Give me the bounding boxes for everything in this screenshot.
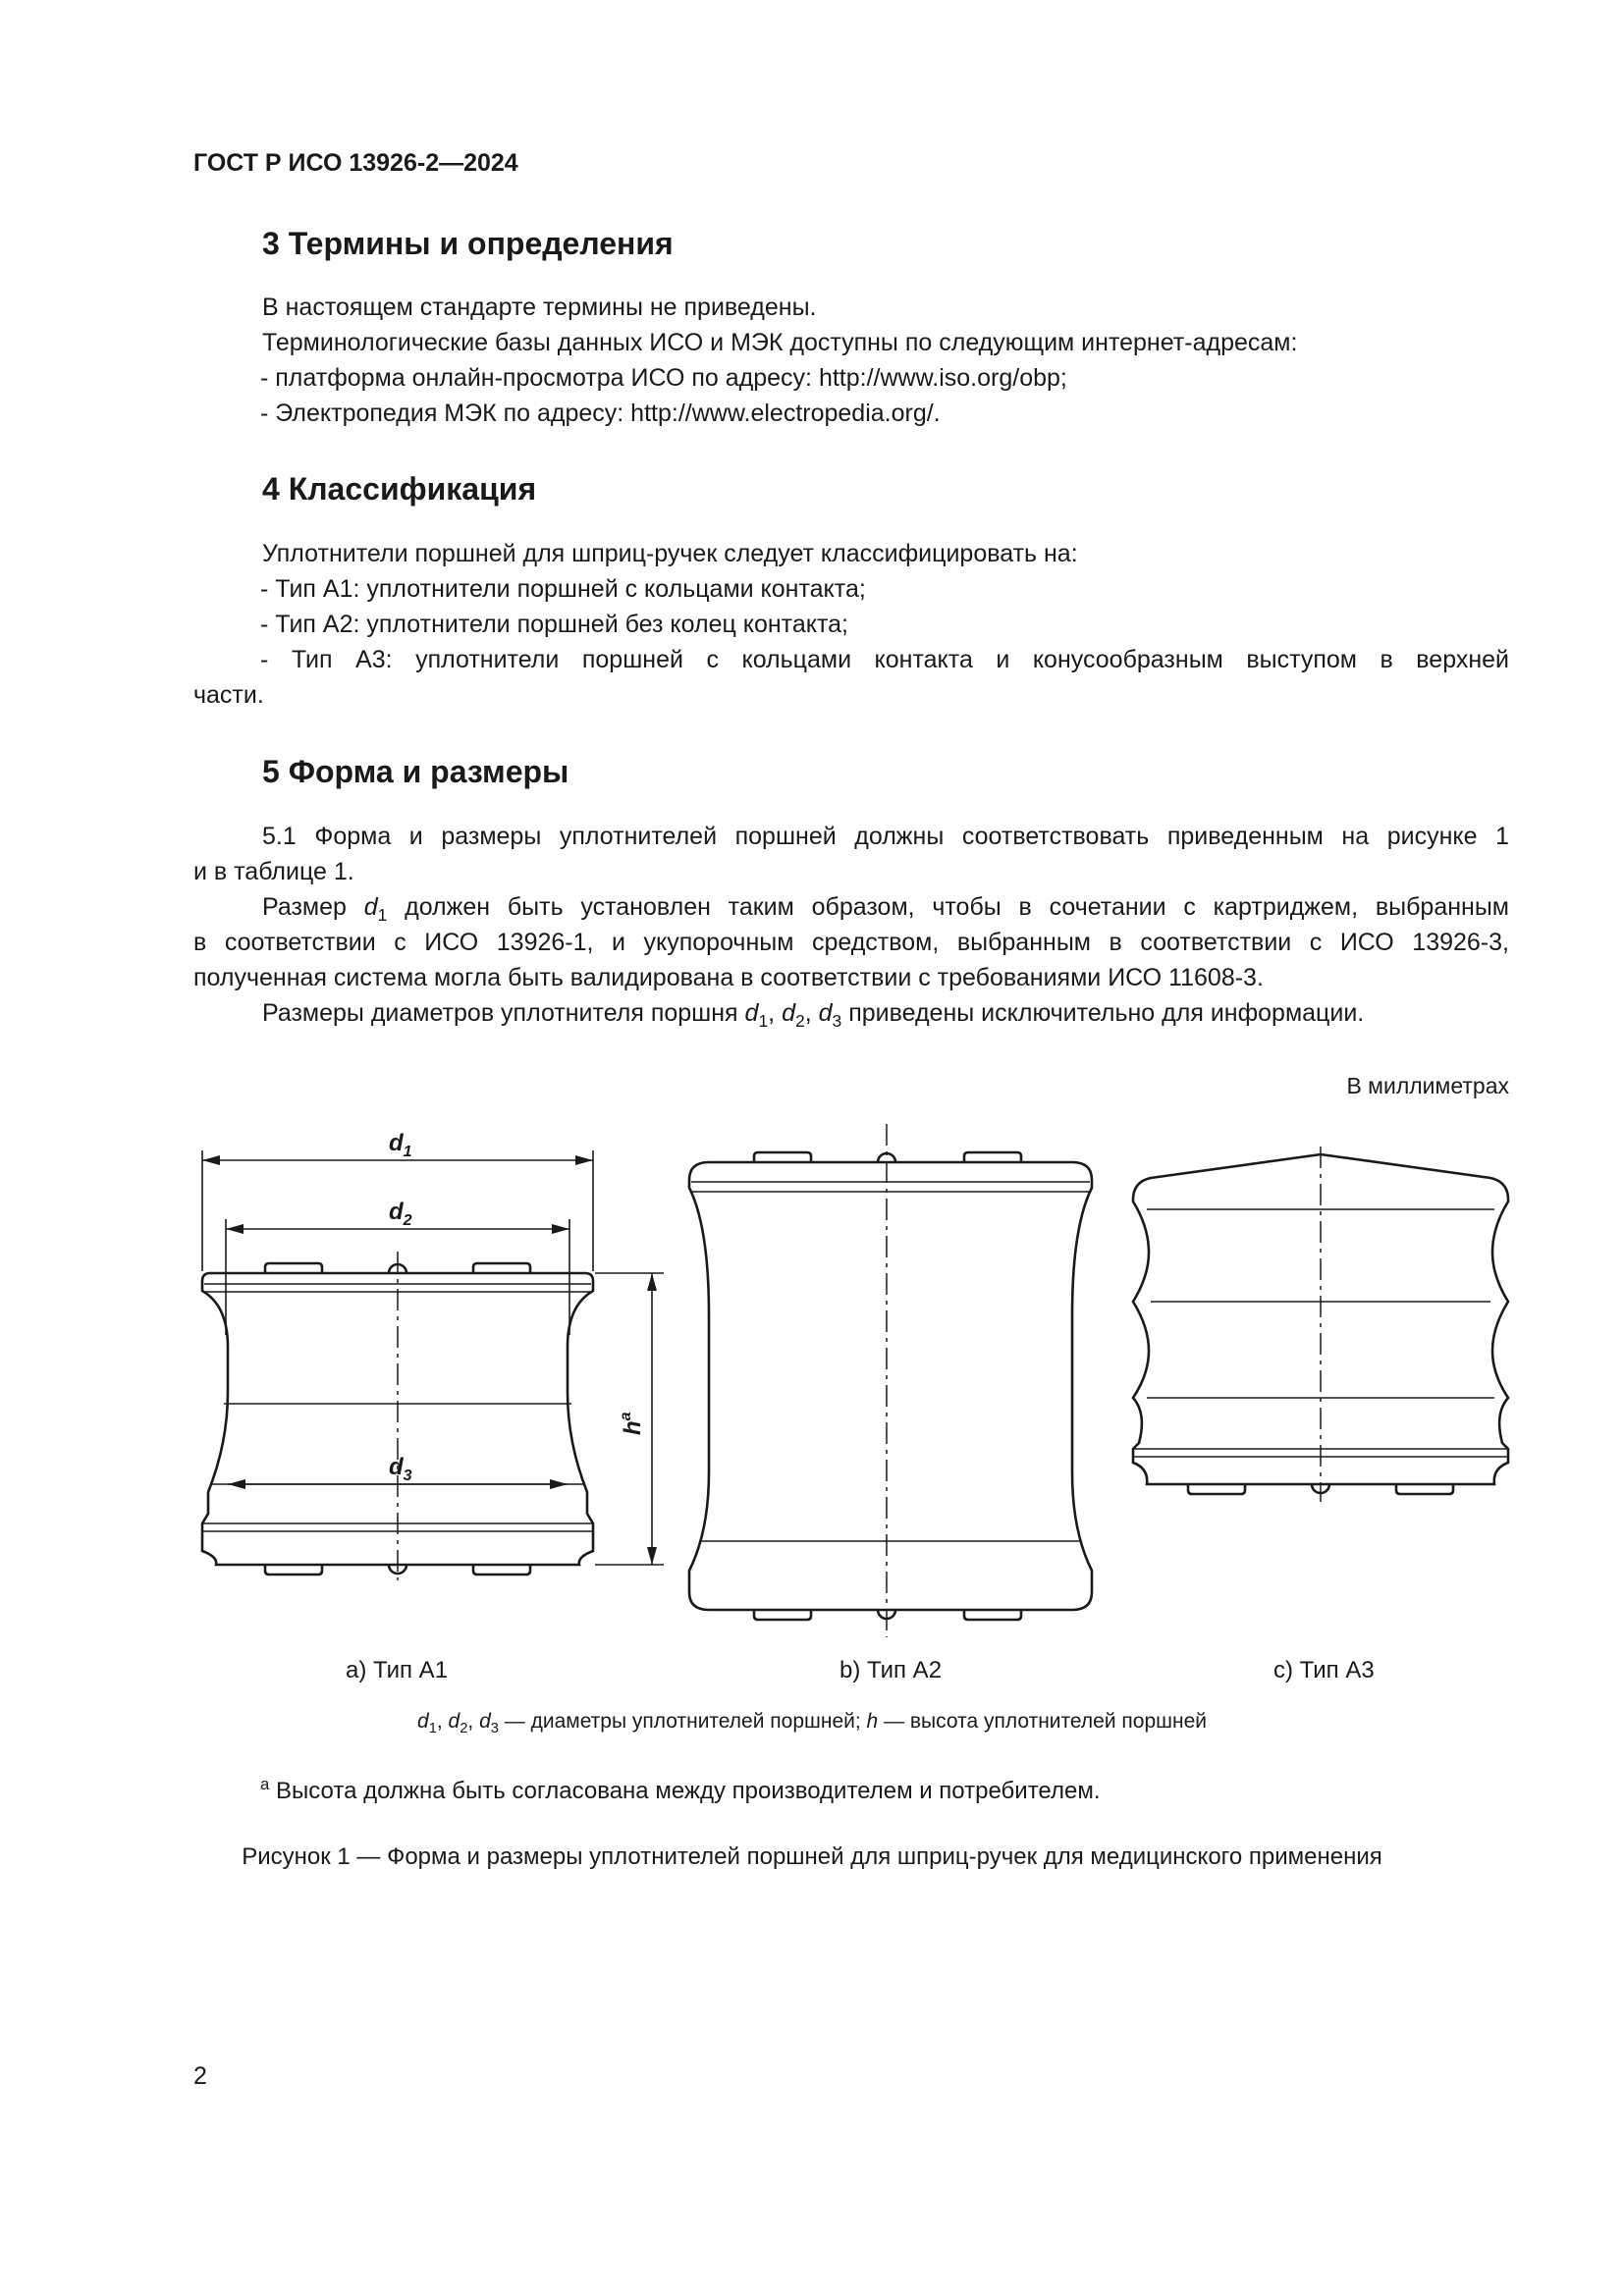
section-5-para-3: Размеры диаметров уплотнителя поршня $d_1$, $d_2$, $d_3$ приведены исключительно для информации.: [262, 999, 1365, 1032]
section-5-para-2-line-3: полученная система могла быть валидирована в соответствии с требованиями ИСО 11608-3.: [193, 964, 1264, 991]
caption-type-a3: c) Тип A3: [1273, 1657, 1375, 1683]
document-code: ГОСТ Р ИСО 13926-2—2024: [193, 149, 518, 177]
section-3-list-item-2: - Электропедия МЭК по адресу: http://www.electropedia.org/.: [260, 400, 941, 427]
section-4-list-item-2: - Тип A2: уплотнители поршней без колец контакта;: [260, 611, 848, 638]
a1-h-arrow-top: [647, 1273, 657, 1291]
a1-h-label: $h^a$: [618, 1412, 646, 1435]
page-number: 2: [193, 2062, 207, 2090]
a1-d1-arrow-right: [575, 1155, 593, 1165]
section-3-heading: 3 Термины и определения: [262, 226, 674, 261]
a3-bottom-bump-right: [1396, 1484, 1453, 1494]
a1-top-bump-right: [473, 1263, 530, 1273]
section-3-para-1: В настоящем стандарте термины не приведены.: [262, 294, 817, 321]
a1-top-bump-left: [265, 1263, 322, 1273]
a1-bottom-bump-right: [473, 1565, 530, 1575]
section-5-para-1-cont: и в таблице 1.: [193, 858, 354, 885]
a2-bottom-bump-right: [964, 1610, 1021, 1620]
section-5-para-2-line-2: в соответствии с ИСО 13926-1, и укупорочным средством, выбранным в соответствии с ИСО 13926-3,: [193, 929, 1509, 956]
section-4-list-item-1: - Тип A1: уплотнители поршней с кольцами контакта;: [260, 575, 866, 603]
a1-d3-arrow-left: [228, 1479, 245, 1489]
a3-bottom-bump-left: [1188, 1484, 1245, 1494]
section-3-para-2: Терминологические базы данных ИСО и МЭК доступны по следующим интернет-адресам:: [262, 329, 1298, 356]
section-5-para-1: 5.1 Форма и размеры уплотнителей поршней должны соответствовать приведенным на рисунке 1: [262, 823, 1509, 850]
a1-h-arrow-bottom: [647, 1547, 657, 1565]
figure-legend: $d_1$, $d_2$, $d_3$ — диаметры уплотнителей поршней; h — высота уплотнителей поршней: [417, 1710, 1207, 1737]
a1-d2-arrow-left: [226, 1224, 244, 1234]
a2-body-outline: [689, 1162, 1092, 1610]
section-4-list-item-3: - Тип A3: уплотнители поршней с кольцами контакта и конусообразным выступом в верхней: [260, 646, 1509, 673]
section-4-list-item-3-cont: части.: [193, 681, 264, 709]
figure-footnote: $^a$ Высота должна быть согласована между производителем и потребителем.: [260, 1775, 1101, 1804]
figure-title: Рисунок 1 — Форма и размеры уплотнителей поршней для шприц-ручек для медицинского применения: [242, 1843, 1382, 1870]
a1-bottom-bump-left: [265, 1565, 322, 1575]
units-note: В миллиметрах: [1346, 1073, 1509, 1098]
section-4-heading: 4 Классификация: [262, 471, 537, 507]
plunger-type-a1: [202, 1130, 664, 1580]
a2-top-bump-right: [964, 1152, 1021, 1162]
a1-d1-label: $d_1$: [389, 1130, 412, 1160]
a2-bottom-bump-left: [754, 1610, 811, 1620]
plunger-type-a3: [1133, 1147, 1508, 1502]
a2-top-bump-left: [754, 1152, 811, 1162]
plunger-type-a2: [689, 1124, 1092, 1637]
caption-type-a2: b) Тип A2: [839, 1657, 943, 1683]
section-3-list-item-1: - платформа онлайн-просмотра ИСО по адресу: http://www.iso.org/obp;: [260, 364, 1067, 392]
a1-d2-arrow-right: [552, 1224, 569, 1234]
section-5-para-2: Размер $d_1$ должен быть установлен таким образом, чтобы в сочетании с картриджем, выбранным: [262, 893, 1509, 926]
section-4-para-1: Уплотнители поршней для шприц-ручек следует классифицировать на:: [262, 540, 1078, 567]
a1-d2-label: $d_2$: [389, 1199, 412, 1229]
caption-type-a1: a) Тип A1: [346, 1657, 449, 1683]
a1-d3-label: $d_3$: [389, 1454, 412, 1484]
section-5-heading: 5 Форма и размеры: [262, 754, 569, 789]
a1-d3-arrow-right: [550, 1479, 568, 1489]
a1-d1-arrow-left: [202, 1155, 220, 1165]
